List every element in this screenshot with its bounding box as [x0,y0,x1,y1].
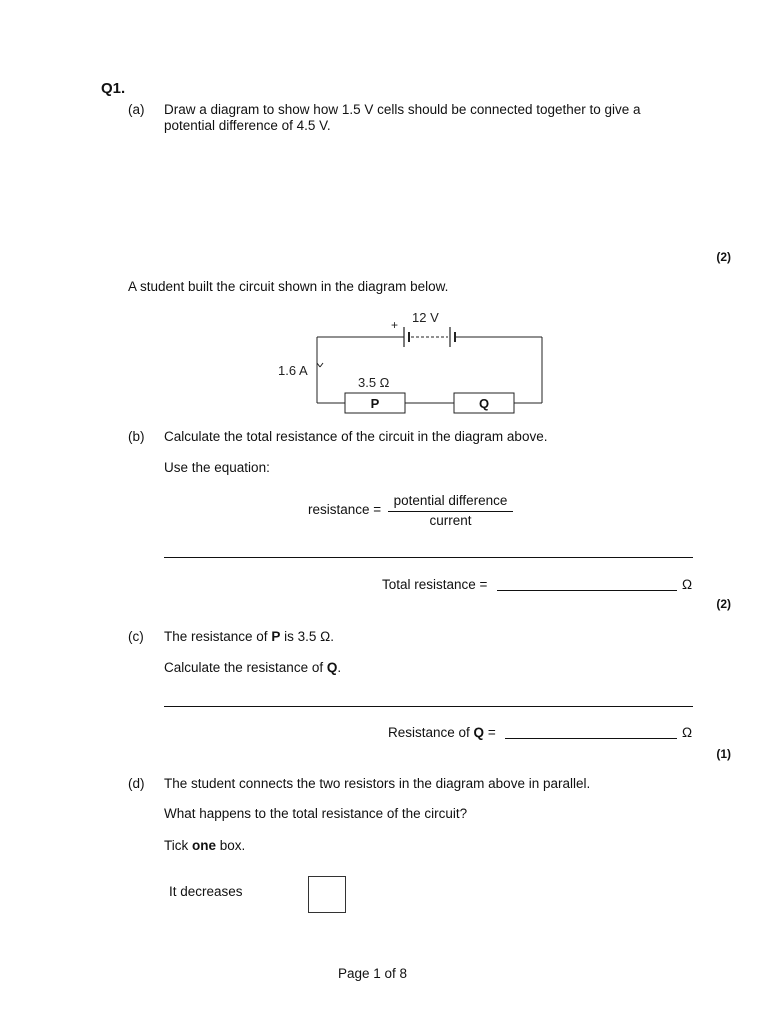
option-decreases-checkbox[interactable] [308,876,346,913]
circuit-diagram [270,305,560,420]
option-decreases-label: It decreases [169,884,243,899]
part-d-question: What happens to the total resistance of the circuit? [164,806,468,821]
part-d-label: (d) [128,776,145,791]
part-c-working-line[interactable] [164,706,693,707]
total-resistance-unit: Ω [682,577,693,592]
part-a-label: (a) [128,102,145,117]
part-c-calc-text: Calculate the resistance of Q. [164,660,342,675]
resistor-q-label: Q [478,396,490,411]
part-d-tick-instruction: Tick one box. [164,838,246,853]
part-c-label: (c) [128,629,144,644]
resistor-p-label: P [370,396,380,411]
total-resistance-answer-line[interactable] [497,590,677,591]
part-d-text: The student connects the two resistors in the diagram above in parallel. [164,776,591,791]
part-b-working-line[interactable] [164,557,693,558]
circuit-voltage-label: 12 V [412,310,439,325]
intro-text: A student built the circuit shown in the diagram below. [128,279,449,294]
resistance-q-answer-line[interactable] [505,738,677,739]
part-a-text-line1: Draw a diagram to show how 1.5 V cells should be connected together to give a [164,102,641,117]
equation-fraction-bar [388,511,513,512]
part-a-marks: (2) [716,250,731,264]
equation-numerator: potential difference [393,493,508,508]
part-b-label: (b) [128,429,145,444]
circuit-plus-label: + [391,318,399,332]
part-c-marks: (1) [716,747,731,761]
circuit-resistance-p-label: 3.5 Ω [358,375,390,390]
equation-lhs: resistance = [308,502,382,517]
equation-denominator: current [429,513,472,528]
part-b-use-equation: Use the equation: [164,460,270,475]
part-a-text-line2: potential difference of 4.5 V. [164,118,331,133]
total-resistance-label: Total resistance = [382,577,488,592]
resistance-q-unit: Ω [682,725,693,740]
page-number: Page 1 of 8 [337,966,408,981]
resistance-q-label: Resistance of Q = [388,725,496,740]
part-c-text: The resistance of P is 3.5 Ω. [164,629,334,644]
circuit-current-label: 1.6 A [278,363,308,378]
part-b-text: Calculate the total resistance of the circuit in the diagram above. [164,429,548,444]
part-b-marks: (2) [716,597,731,611]
question-number: Q1. [101,80,126,97]
